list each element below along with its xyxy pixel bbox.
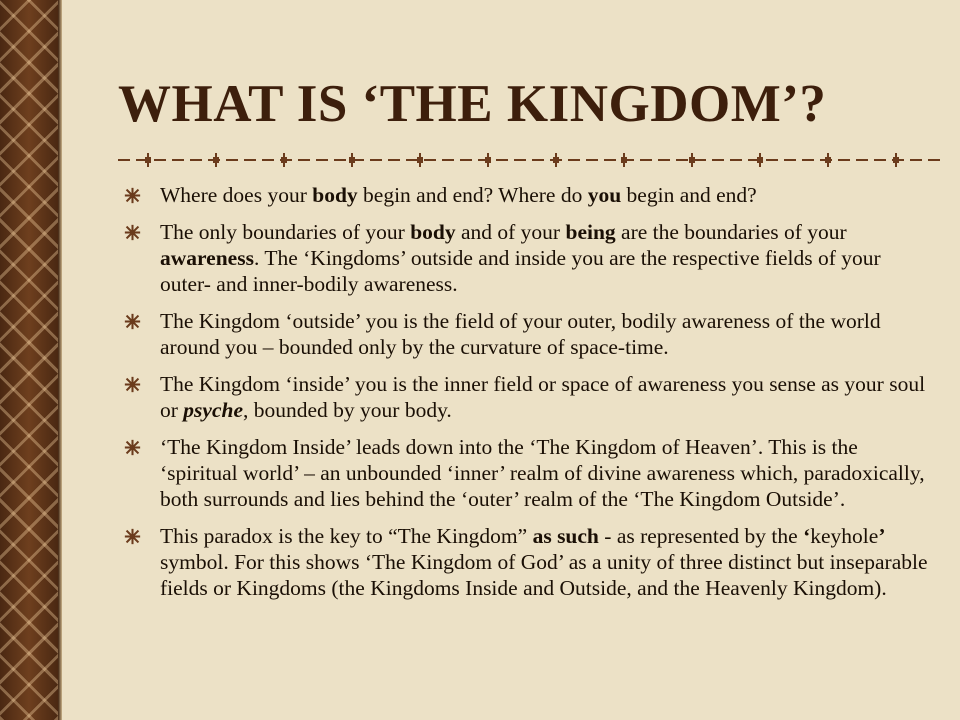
divider-dot [145, 157, 151, 163]
divider-dot [893, 157, 899, 163]
bullet-list [124, 182, 936, 612]
text-run: The Kingdom ‘outside’ you is the field of your outer, bodily awareness of the world around you – bounded only by the curvature of space-time. [160, 309, 881, 359]
text-run: symbol. For this shows ‘The Kingdom of God’ as a unity of three distinct but inseparable fields or Kingdoms (the Kingdoms Inside and Outside, and the Heavenly Kingdom). [160, 550, 928, 600]
divider-dot [553, 157, 559, 163]
text-run: , bounded by your body. [243, 398, 452, 422]
title-divider [118, 150, 940, 170]
text-run: begin and end? Where do [357, 183, 588, 207]
bold-text-run: body [312, 183, 358, 207]
star-burst-bullet-icon [124, 528, 141, 545]
bullet-text [160, 309, 881, 359]
star-burst-bullet-icon [124, 224, 141, 241]
bullet-text [160, 183, 757, 207]
bullet-item [124, 219, 936, 297]
bullet-item [124, 182, 936, 208]
text-run: are the boundaries of your [615, 220, 847, 244]
text-run: begin and end? [621, 183, 757, 207]
bold-text-run: body [410, 220, 456, 244]
bullet-text [160, 220, 881, 296]
star-burst-bullet-icon [124, 376, 141, 393]
bold-text-run: being [565, 220, 616, 244]
divider-dot [349, 157, 355, 163]
text-run: - as represented by the [598, 524, 804, 548]
bullet-text [160, 372, 925, 422]
star-burst-bullet-icon [124, 187, 141, 204]
bullet-item [124, 308, 936, 360]
text-run: Where does your [160, 183, 313, 207]
bold-text-run: ‘ [803, 524, 811, 548]
bullet-text [160, 524, 928, 600]
side-strip-edge [58, 0, 62, 720]
text-run: and of your [455, 220, 566, 244]
star-burst-bullet-icon [124, 439, 141, 456]
text-run: ‘The Kingdom Inside’ leads down into the ‘The Kingdom of Heaven’. This is the ‘spiritual world’ – an unbounded ‘inner’ realm of divine awareness which, paradoxically, both surrounds and lies behind the ‘outer’ realm of the ‘The Kingdom Outside’. [160, 435, 925, 511]
text-run: The Kingdom ‘inside’ you is the inner field or space of awareness you sense as your soul or [160, 372, 926, 422]
bullet-text [160, 435, 925, 511]
divider-dot [281, 157, 287, 163]
bold-text-run: psyche [183, 398, 243, 422]
divider-dot [213, 157, 219, 163]
bold-text-run: awareness [160, 246, 254, 270]
text-run: This paradox is the key to “The Kingdom” [160, 524, 533, 548]
divider-dot [485, 157, 491, 163]
text-run: keyhole [810, 524, 879, 548]
bullet-item [124, 523, 936, 601]
slide-title: WHAT IS ‘THE KINGDOM’? [118, 75, 827, 133]
divider-dot [621, 157, 627, 163]
text-run: The only boundaries of your [160, 220, 411, 244]
bullet-item [124, 371, 936, 423]
bullet-item [124, 434, 936, 512]
text-run: . The ‘Kingdoms’ outside and inside you are the respective fields of your outer- and inner-bodily awareness. [160, 246, 881, 296]
divider-dot [417, 157, 423, 163]
decorative-side-strip [0, 0, 58, 720]
divider-dot [825, 157, 831, 163]
bold-text-run: you [587, 183, 622, 207]
star-burst-bullet-icon [124, 313, 141, 330]
bold-text-run: as such [532, 524, 599, 548]
divider-dot [689, 157, 695, 163]
divider-dot [757, 157, 763, 163]
bold-text-run: ’ [878, 524, 886, 548]
